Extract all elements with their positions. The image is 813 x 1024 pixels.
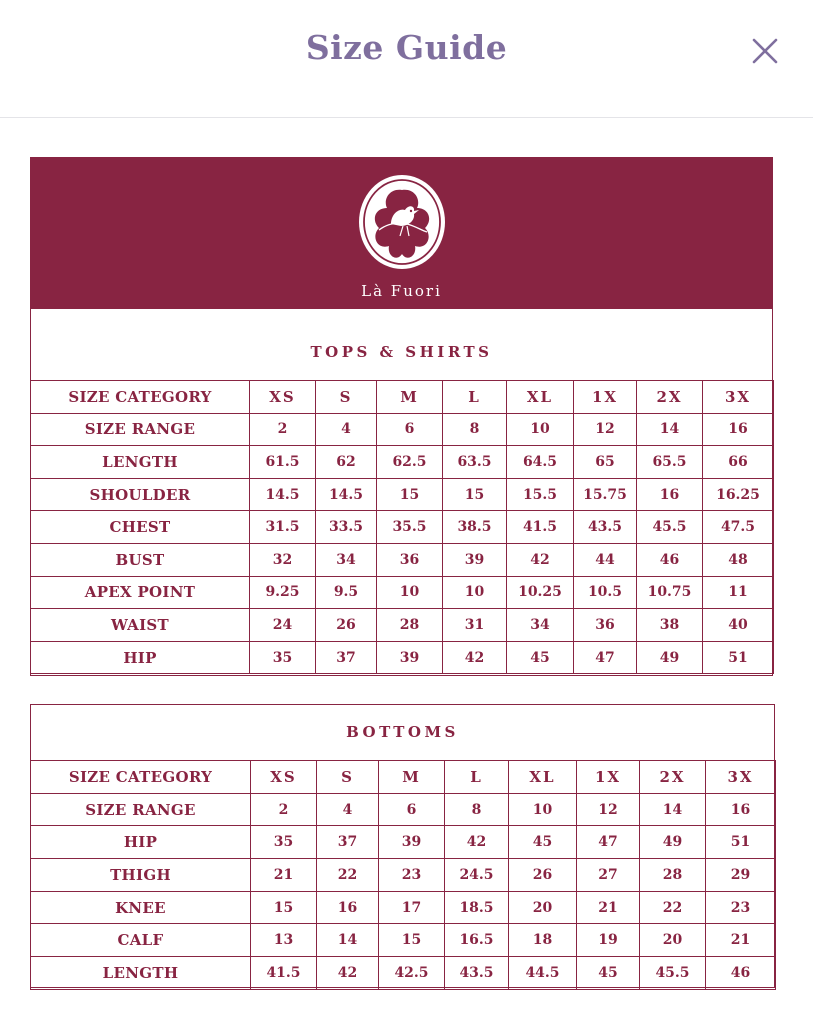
table-row: [31, 957, 776, 990]
bottoms-size-chart: [30, 704, 775, 988]
table-cell: 62: [316, 446, 377, 479]
table-cell: 32: [250, 543, 316, 576]
table-cell: 15: [379, 924, 445, 957]
size-header-cell: 3X: [706, 761, 776, 794]
table-cell: 49: [637, 641, 703, 674]
tops-table-body: [31, 381, 774, 674]
table-cell: 21: [251, 859, 317, 892]
table-cell: 45: [507, 641, 574, 674]
row-label: BUST: [31, 543, 250, 576]
table-cell: 37: [316, 641, 377, 674]
table-cell: 37: [317, 826, 379, 859]
brand-banner: [31, 158, 772, 309]
table-cell: 15: [443, 478, 507, 511]
table-cell: 31: [443, 609, 507, 642]
table-cell: 47.5: [703, 511, 774, 544]
table-cell: 15.75: [574, 478, 637, 511]
table-cell: 41.5: [251, 957, 317, 990]
table-cell: 26: [316, 609, 377, 642]
table-cell: 39: [443, 543, 507, 576]
modal-header: [0, 0, 813, 118]
table-row: [31, 543, 774, 576]
table-cell: 15: [377, 478, 443, 511]
table-cell: 42: [317, 957, 379, 990]
brand-name: Là Fuori: [361, 282, 442, 300]
table-cell: 51: [706, 826, 776, 859]
size-header-cell: 3X: [703, 381, 774, 414]
row-label: HIP: [31, 641, 250, 674]
table-cell: 36: [574, 609, 637, 642]
table-cell: 10: [507, 413, 574, 446]
table-cell: 16.5: [445, 924, 509, 957]
table-cell: 39: [377, 641, 443, 674]
size-header-cell: 1X: [577, 761, 640, 794]
table-cell: 45.5: [640, 957, 706, 990]
table-cell: 4: [317, 793, 379, 826]
table-cell: 35.5: [377, 511, 443, 544]
table-row: [31, 413, 774, 446]
table-cell: 10: [443, 576, 507, 609]
bottoms-table-body: [31, 761, 776, 990]
table-cell: 44: [574, 543, 637, 576]
table-cell: 2: [251, 793, 317, 826]
table-cell: 39: [379, 826, 445, 859]
table-cell: 22: [640, 891, 706, 924]
row-label: THIGH: [31, 859, 251, 892]
table-cell: 42: [443, 641, 507, 674]
table-cell: 10: [509, 793, 577, 826]
table-cell: 41.5: [507, 511, 574, 544]
table-cell: 6: [379, 793, 445, 826]
table-cell: 51: [703, 641, 774, 674]
row-label: CHEST: [31, 511, 250, 544]
table-cell: 45: [577, 957, 640, 990]
table-cell: 12: [577, 793, 640, 826]
table-cell: 10.25: [507, 576, 574, 609]
table-cell: 10: [377, 576, 443, 609]
table-row: [31, 576, 774, 609]
table-cell: 35: [251, 826, 317, 859]
table-cell: 34: [507, 609, 574, 642]
size-header-cell: 1X: [574, 381, 637, 414]
table-cell: 4: [316, 413, 377, 446]
table-row: [31, 641, 774, 674]
table-cell: 61.5: [250, 446, 316, 479]
table-cell: 2: [250, 413, 316, 446]
table-row: [31, 511, 774, 544]
size-header-cell: S: [316, 381, 377, 414]
table-cell: 45: [509, 826, 577, 859]
row-label: SIZE CATEGORY: [31, 381, 250, 414]
tops-section-title: TOPS & SHIRTS: [310, 343, 493, 361]
bottoms-table: [30, 760, 776, 990]
table-cell: 33.5: [316, 511, 377, 544]
table-cell: 29: [706, 859, 776, 892]
table-cell: 21: [706, 924, 776, 957]
table-cell: 8: [445, 793, 509, 826]
row-label: KNEE: [31, 891, 251, 924]
table-cell: 12: [574, 413, 637, 446]
table-row: [31, 891, 776, 924]
table-cell: 23: [379, 859, 445, 892]
bottoms-section-title: BOTTOMS: [346, 723, 459, 741]
table-cell: 26: [509, 859, 577, 892]
table-row: [31, 761, 776, 794]
row-label: APEX POINT: [31, 576, 250, 609]
table-cell: 16: [706, 793, 776, 826]
table-cell: 65.5: [637, 446, 703, 479]
size-header-cell: M: [379, 761, 445, 794]
table-cell: 62.5: [377, 446, 443, 479]
table-cell: 18: [509, 924, 577, 957]
tops-size-chart: [30, 157, 773, 676]
table-cell: 24.5: [445, 859, 509, 892]
table-cell: 20: [509, 891, 577, 924]
row-label: SIZE RANGE: [31, 413, 250, 446]
table-cell: 38.5: [443, 511, 507, 544]
table-row: [31, 446, 774, 479]
table-cell: 14.5: [316, 478, 377, 511]
table-cell: 14: [317, 924, 379, 957]
table-cell: 46: [706, 957, 776, 990]
size-header-cell: XS: [250, 381, 316, 414]
size-header-cell: L: [445, 761, 509, 794]
size-header-cell: L: [443, 381, 507, 414]
table-cell: 14: [640, 793, 706, 826]
table-cell: 44.5: [509, 957, 577, 990]
table-cell: 40: [703, 609, 774, 642]
size-header-cell: XS: [251, 761, 317, 794]
table-cell: 6: [377, 413, 443, 446]
table-cell: 28: [377, 609, 443, 642]
table-cell: 10.5: [574, 576, 637, 609]
table-row: [31, 609, 774, 642]
table-cell: 18.5: [445, 891, 509, 924]
table-cell: 16.25: [703, 478, 774, 511]
table-cell: 22: [317, 859, 379, 892]
row-label: SIZE CATEGORY: [31, 761, 251, 794]
table-cell: 48: [703, 543, 774, 576]
table-cell: 15.5: [507, 478, 574, 511]
table-cell: 38: [637, 609, 703, 642]
table-cell: 31.5: [250, 511, 316, 544]
table-cell: 66: [703, 446, 774, 479]
table-cell: 34: [316, 543, 377, 576]
table-row: [31, 793, 776, 826]
table-cell: 16: [637, 478, 703, 511]
table-cell: 28: [640, 859, 706, 892]
table-cell: 43.5: [445, 957, 509, 990]
table-cell: 46: [637, 543, 703, 576]
table-cell: 24: [250, 609, 316, 642]
table-cell: 9.25: [250, 576, 316, 609]
table-cell: 19: [577, 924, 640, 957]
table-cell: 17: [379, 891, 445, 924]
row-label: SHOULDER: [31, 478, 250, 511]
table-cell: 47: [577, 826, 640, 859]
row-label: LENGTH: [31, 957, 251, 990]
table-cell: 45.5: [637, 511, 703, 544]
table-cell: 49: [640, 826, 706, 859]
table-row: [31, 381, 774, 414]
tops-table: [30, 380, 774, 674]
table-cell: 8: [443, 413, 507, 446]
size-header-cell: 2X: [637, 381, 703, 414]
row-label: HIP: [31, 826, 251, 859]
table-cell: 11: [703, 576, 774, 609]
table-cell: 65: [574, 446, 637, 479]
row-label: CALF: [31, 924, 251, 957]
size-header-cell: XL: [509, 761, 577, 794]
close-button[interactable]: [750, 36, 780, 66]
table-cell: 10.75: [637, 576, 703, 609]
table-cell: 21: [577, 891, 640, 924]
table-cell: 27: [577, 859, 640, 892]
table-cell: 20: [640, 924, 706, 957]
table-cell: 35: [250, 641, 316, 674]
table-row: [31, 826, 776, 859]
size-header-cell: M: [377, 381, 443, 414]
size-header-cell: S: [317, 761, 379, 794]
table-cell: 14: [637, 413, 703, 446]
table-cell: 16: [317, 891, 379, 924]
table-row: [31, 478, 774, 511]
table-cell: 47: [574, 641, 637, 674]
table-cell: 9.5: [316, 576, 377, 609]
close-icon: [750, 36, 780, 66]
table-cell: 64.5: [507, 446, 574, 479]
row-label: SIZE RANGE: [31, 793, 251, 826]
row-label: LENGTH: [31, 446, 250, 479]
table-cell: 23: [706, 891, 776, 924]
size-header-cell: 2X: [640, 761, 706, 794]
page-title: Size Guide: [305, 28, 508, 67]
table-cell: 42: [445, 826, 509, 859]
table-row: [31, 924, 776, 957]
size-header-cell: XL: [507, 381, 574, 414]
row-label: WAIST: [31, 609, 250, 642]
table-cell: 42.5: [379, 957, 445, 990]
table-cell: 15: [251, 891, 317, 924]
table-cell: 63.5: [443, 446, 507, 479]
bird-crest-logo: [357, 174, 447, 274]
table-cell: 36: [377, 543, 443, 576]
table-cell: 14.5: [250, 478, 316, 511]
table-cell: 13: [251, 924, 317, 957]
table-cell: 43.5: [574, 511, 637, 544]
table-cell: 16: [703, 413, 774, 446]
table-cell: 42: [507, 543, 574, 576]
table-row: [31, 859, 776, 892]
